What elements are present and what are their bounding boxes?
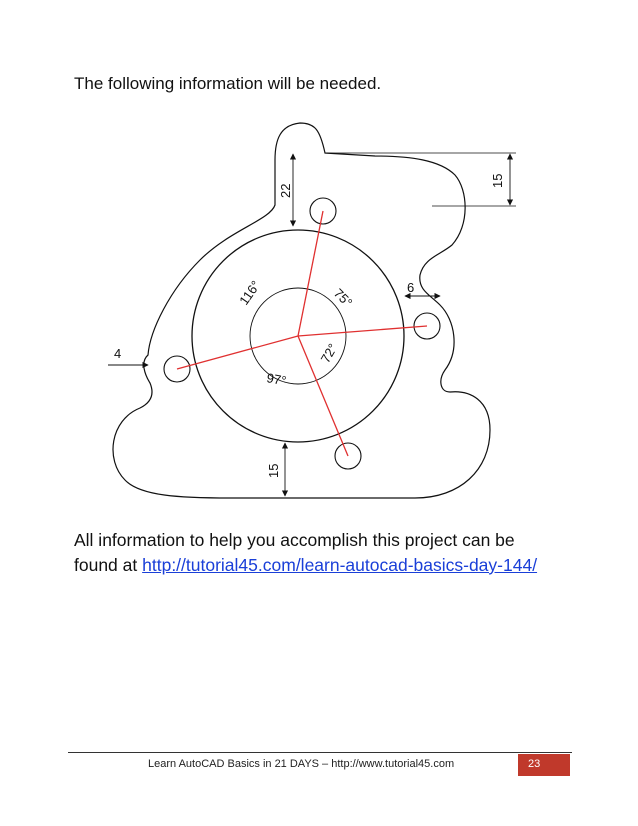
angle-label-75: 75°: [330, 285, 356, 311]
angle-label-72: 72°: [317, 340, 341, 366]
angle-label-97: 97°: [265, 370, 288, 389]
body-paragraph: [74, 528, 554, 578]
dim-lug-label: 15: [490, 173, 505, 188]
page-number: 23: [518, 754, 570, 776]
dim-right-label: 6: [407, 280, 415, 295]
footer-divider: [68, 752, 572, 753]
tutorial-link[interactable]: http://tutorial45.com/learn-autocad-basics-day-144/: [142, 555, 538, 575]
angle-label-116: 116°: [236, 277, 264, 308]
body-text: All information to help you accomplish this project can be found at: [74, 530, 515, 575]
intro-text: The following information will be needed.: [74, 74, 382, 93]
dim-top-label: 22: [278, 183, 293, 198]
footer-text: Learn AutoCAD Basics in 21 DAYS – http://www.tutorial45.com: [148, 758, 455, 770]
dim-bottom-label: 15: [266, 463, 281, 478]
dim-left-label: 4: [114, 346, 122, 361]
